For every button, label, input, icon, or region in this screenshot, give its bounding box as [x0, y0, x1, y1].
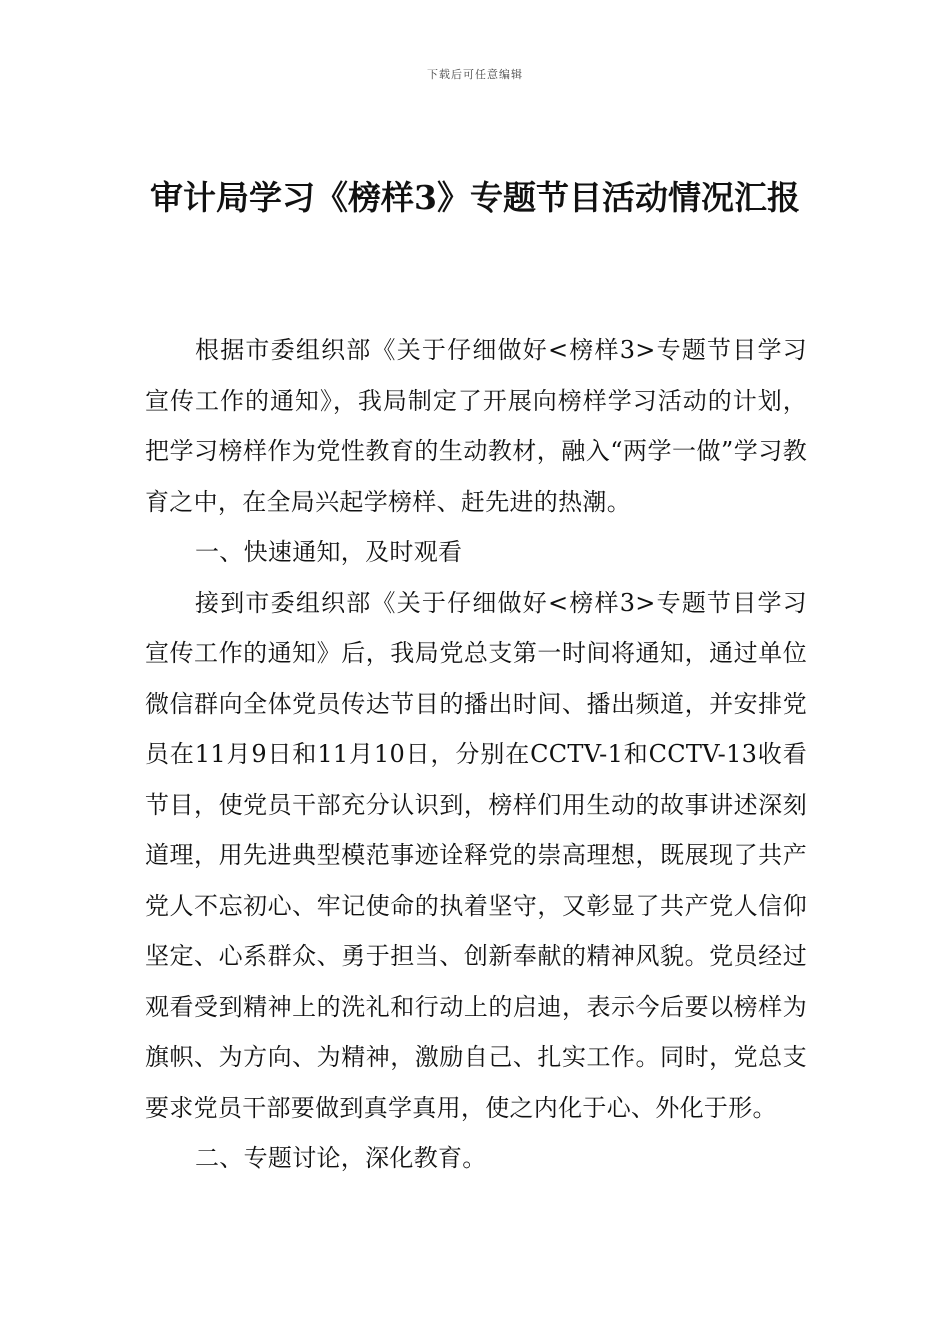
document-title: 审计局学习《榜样3》专题节目活动情况汇报	[150, 178, 800, 217]
paragraph-section-1: 接到市委组织部《关于仔细做好<榜样3>专题节目学习宣传工作的通知》后，我局党总支第一时间将通知，通过单位微信群向全体党员传达节目的播出时间、播出频道，并安排党员在11月9日和11月10日，分别在CCTV-1和CCTV-13收看节目，使党员干部充分认识到，榜样们用生动的故事讲述深刻道理，用先进典型模范事迹诠释党的崇高理想，既展现了共产党人不忘初心、牢记使命的执着坚守，又彰显了共产党人信仰坚定、心系群众、勇于担当、创新奉献的精神风貌。党员经过观看受到精神上的洗礼和行动上的启迪，表示今后要以榜样为旗帜、为方向、为精神，激励自己、扎实工作。同时，党总支要求党员干部要做到真学真用，使之内化于心、外化于形。	[145, 588, 807, 1122]
section-heading-2: 二、专题讨论，深化教育。	[195, 1144, 487, 1172]
section-heading-1: 一、快速通知，及时观看	[195, 538, 463, 566]
header-note: 下载后可任意编辑	[427, 68, 523, 81]
document-body	[145, 325, 807, 1184]
paragraph-intro: 根据市委组织部《关于仔细做好<榜样3>专题节目学习宣传工作的通知》，我局制定了开展向榜样学习活动的计划，把学习榜样作为党性教育的生动教材，融入“两学一做”学习教育之中，在全局兴起学榜样、赶先进的热潮。	[145, 336, 807, 516]
